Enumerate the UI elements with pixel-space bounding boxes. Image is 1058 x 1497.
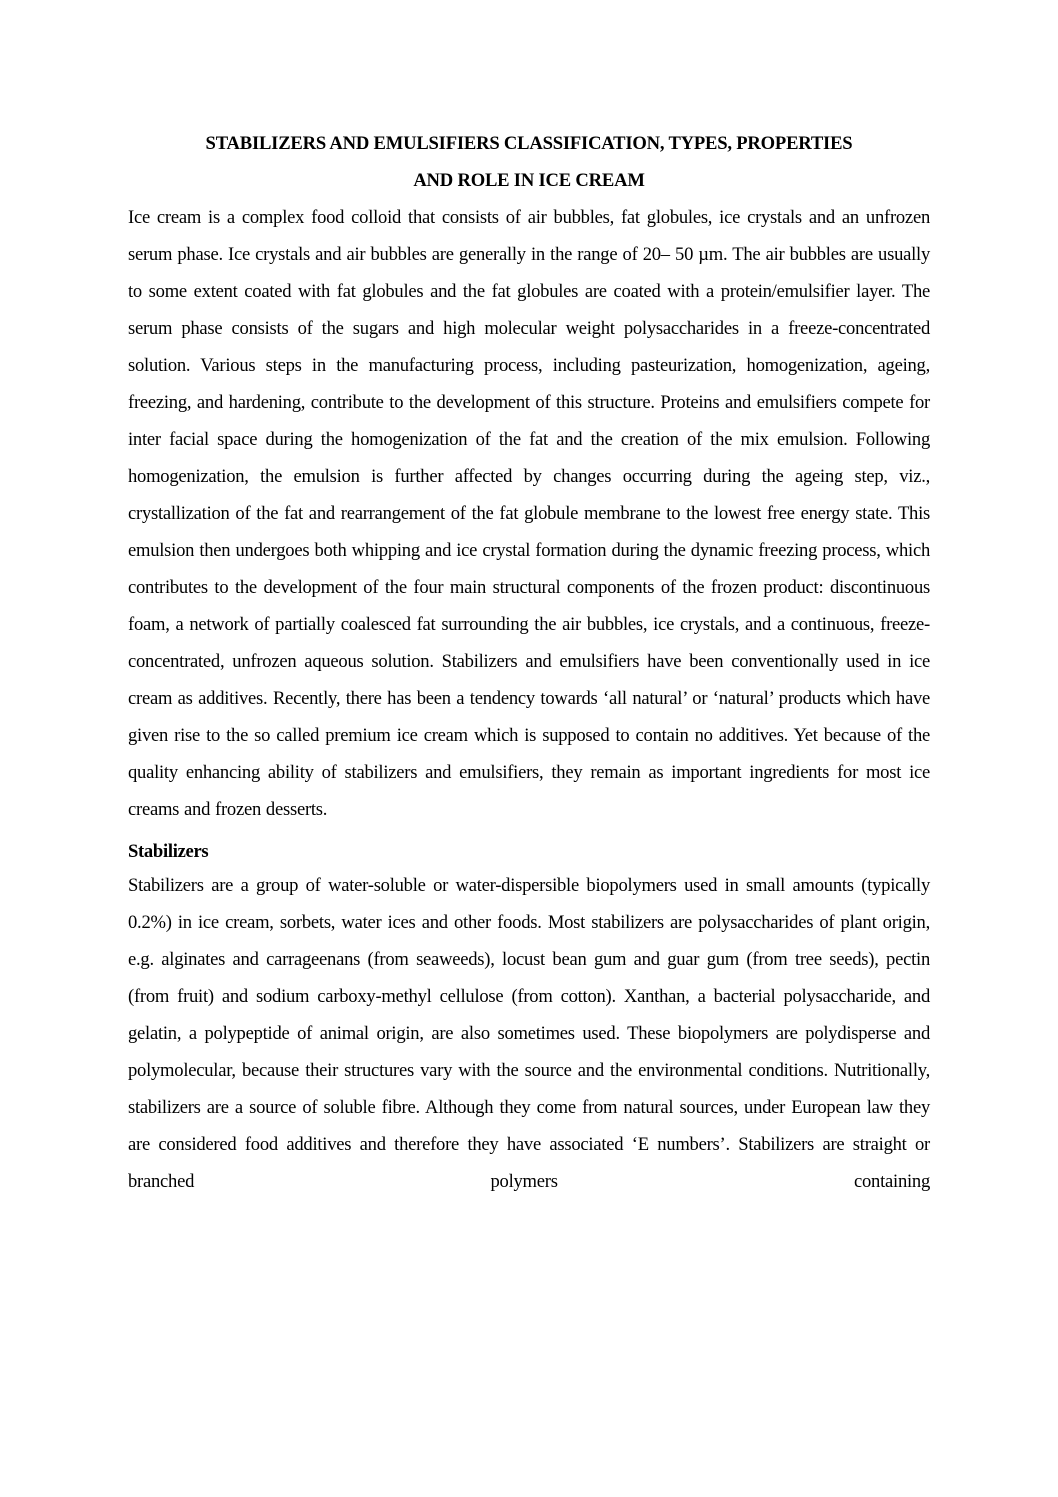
title-line-2: AND ROLE IN ICE CREAM [413,170,645,191]
stabilizers-paragraph: Stabilizers are a group of water-soluble or water-dispersible biopolymers used in small amounts (typically 0.2%) in ice cream, sorbets, water ices and other foods. Most stabilizers are polysaccharides of plant origin, e.g. alginates and carrageenans (from seaweeds), locust bean gum and guar gum (from tree seeds), pectin (from fruit) and sodium carboxy-methyl cellulose (from cotton). Xanthan, a bacterial polysaccharide, and gelatin, a polypeptide of animal origin, are also sometimes used. These biopolymers are polydisperse and polymolecular, because their structures vary with the source and the environmental conditions. Nutritionally, stabilizers are a source of soluble fibre. Although they come from natural sources, under European law they are considered food additives and therefore they have associated ‘E numbers’. Stabilizers are straight or branched polymers containing [128,875,930,1192]
section-heading-stabilizers: Stabilizers [128,841,209,862]
intro-paragraph: Ice cream is a complex food colloid that consists of air bubbles, fat globules, ice crystals and an unfrozen serum phase. Ice crystals and air bubbles are generally in the range of 20– 50 µm. The air bubbles are usually to some extent coated with fat globules and the fat globules are coated with a protein/emulsifier layer. The serum phase consists of the sugars and high molecular weight polysaccharides in a freeze-concentrated solution. Various steps in the manufacturing process, including pasteurization, homogenization, ageing, freezing, and hardening, contribute to the development of this structure. Proteins and emulsifiers compete for inter facial space during the homogenization of the fat and the creation of the mix emulsion. Following homogenization, the emulsion is further affected by changes occurring during the ageing step, viz., crystallization of the fat and rearrangement of the fat globule membrane to the lowest free energy state. This emulsion then undergoes both whipping and ice crystal formation during the dynamic freezing process, which contributes to the development of the four main structural components of the frozen product: discontinuous foam, a network of partially coalesced fat surrounding the air bubbles, ice crystals, and a continuous, freeze-concentrated, unfrozen aqueous solution. Stabilizers and emulsifiers have been conventionally used in ice cream as additives. Recently, there has been a tendency towards ‘all natural’ or ‘natural’ products which have given rise to the so called premium ice cream which is supposed to contain no additives. Yet because of the quality enhancing ability of stabilizers and emulsifiers, they remain as important ingredients for most ice creams and frozen desserts. [128,207,930,820]
document-page [128,125,930,1200]
title-line-1: STABILIZERS AND EMULSIFIERS CLASSIFICATION, TYPES, PROPERTIES [205,133,853,154]
document-title [128,125,930,199]
